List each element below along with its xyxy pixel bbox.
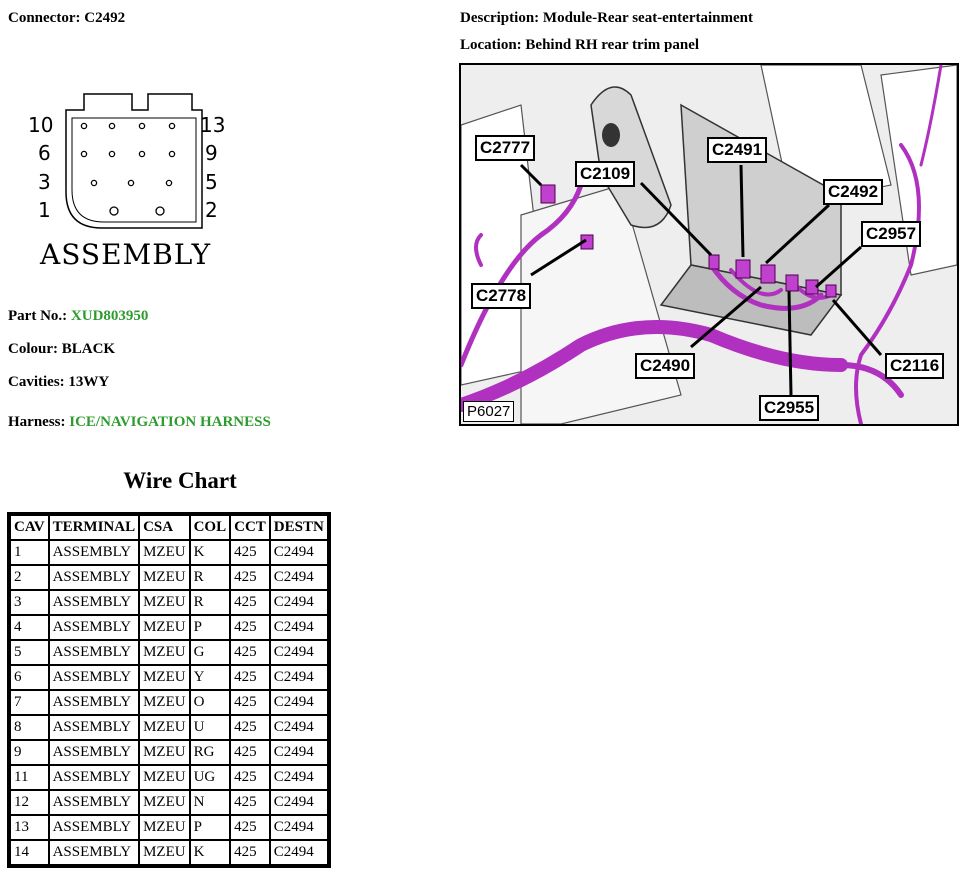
cell-terminal: ASSEMBLY (50, 841, 139, 864)
cell-col: O (191, 691, 230, 714)
cell-csa: MZEU (140, 616, 189, 639)
colour-field (8, 341, 115, 358)
location-label: Location: (460, 37, 522, 53)
column-header-destn: DESTN (271, 516, 327, 539)
cell-col: K (191, 541, 230, 564)
cell-destn: C2494 (271, 741, 327, 764)
cell-terminal: ASSEMBLY (50, 766, 139, 789)
cell-destn: C2494 (271, 566, 327, 589)
cell-csa: MZEU (140, 816, 189, 839)
pin-number-right: 9 (205, 141, 218, 165)
cell-cav: 5 (11, 641, 48, 664)
table-row (11, 791, 327, 814)
cell-cav: 13 (11, 816, 48, 839)
cell-csa: MZEU (140, 741, 189, 764)
callout-label: C2492 (823, 179, 883, 205)
cell-cct: 425 (231, 741, 269, 764)
cell-terminal: ASSEMBLY (50, 716, 139, 739)
harness-field (8, 414, 271, 431)
table-row (11, 641, 327, 664)
table-row (11, 741, 327, 764)
cell-csa: MZEU (140, 591, 189, 614)
cavities-label: Cavities: (8, 374, 65, 390)
location-field (460, 37, 699, 54)
cell-col: N (191, 791, 230, 814)
cell-cct: 425 (231, 591, 269, 614)
callout-label: C2490 (635, 353, 695, 379)
cell-cav: 14 (11, 841, 48, 864)
cell-col: U (191, 716, 230, 739)
cell-col: K (191, 841, 230, 864)
pin-number-right: 2 (205, 198, 218, 222)
connector-pinout-diagram (26, 84, 236, 274)
callout-label: C2955 (759, 395, 819, 421)
cell-destn: C2494 (271, 766, 327, 789)
cell-terminal: ASSEMBLY (50, 641, 139, 664)
cell-cav: 9 (11, 741, 48, 764)
cell-destn: C2494 (271, 641, 327, 664)
cell-cct: 425 (231, 616, 269, 639)
table-row (11, 766, 327, 789)
table-row (11, 616, 327, 639)
cell-col: P (191, 816, 230, 839)
cell-cav: 3 (11, 591, 48, 614)
location-value: Behind RH rear trim panel (525, 37, 700, 53)
cell-cav: 11 (11, 766, 48, 789)
cavities-field (8, 374, 109, 391)
cell-terminal: ASSEMBLY (50, 616, 139, 639)
callout-label: C2778 (471, 283, 531, 309)
cell-destn: C2494 (271, 841, 327, 864)
cell-terminal: ASSEMBLY (50, 816, 139, 839)
pin-holes (81, 123, 174, 215)
table-row (11, 816, 327, 839)
cell-destn: C2494 (271, 716, 327, 739)
pin-number-left: 1 (38, 198, 51, 222)
table-row (11, 841, 327, 864)
table-body (11, 541, 327, 864)
cell-col: G (191, 641, 230, 664)
cell-destn: C2494 (271, 816, 327, 839)
cell-cav: 1 (11, 541, 48, 564)
cell-col: P (191, 616, 230, 639)
cell-csa: MZEU (140, 566, 189, 589)
column-header-col: COL (191, 516, 230, 539)
cell-terminal: ASSEMBLY (50, 741, 139, 764)
callout-label: C2777 (475, 135, 535, 161)
column-header-cav: CAV (11, 516, 48, 539)
description-value: Module-Rear seat-entertainment (542, 10, 753, 26)
part-no-value: XUD803950 (70, 308, 149, 324)
cell-cct: 425 (231, 641, 269, 664)
callout-label: C2109 (575, 161, 635, 187)
description-field (460, 10, 753, 27)
cell-cct: 425 (231, 691, 269, 714)
cell-cav: 7 (11, 691, 48, 714)
cell-csa: MZEU (140, 541, 189, 564)
cell-destn: C2494 (271, 791, 327, 814)
cell-cav: 4 (11, 616, 48, 639)
callout-label: C2491 (707, 137, 767, 163)
cell-csa: MZEU (140, 791, 189, 814)
table-row (11, 541, 327, 564)
callout-label: C2957 (861, 221, 921, 247)
pin-number-left: 6 (38, 141, 51, 165)
table-row (11, 691, 327, 714)
table-row (11, 591, 327, 614)
part-no-label: Part No.: (8, 308, 68, 324)
cell-cct: 425 (231, 766, 269, 789)
description-label: Description: (460, 10, 540, 26)
cell-terminal: ASSEMBLY (50, 541, 139, 564)
cell-cav: 6 (11, 666, 48, 689)
harness-value: ICE/NAVIGATION HARNESS (69, 414, 271, 430)
callout-label: C2116 (885, 353, 944, 379)
cell-col: UG (191, 766, 230, 789)
table-row (11, 566, 327, 589)
cavities-value: 13WY (68, 374, 110, 390)
cell-destn: C2494 (271, 691, 327, 714)
pin-number-left: 3 (38, 170, 51, 194)
cell-cct: 425 (231, 841, 269, 864)
part-no-field (8, 308, 148, 325)
column-header-terminal: TERMINAL (50, 516, 139, 539)
cell-terminal: ASSEMBLY (50, 566, 139, 589)
table-row (11, 716, 327, 739)
cell-col: R (191, 566, 230, 589)
pin-number-left: 10 (28, 113, 54, 137)
column-header-cct: CCT (231, 516, 269, 539)
cell-cct: 425 (231, 716, 269, 739)
cell-cav: 12 (11, 791, 48, 814)
figure-id: P6027 (463, 401, 514, 422)
colour-value: BLACK (61, 341, 116, 357)
table-header-row (11, 516, 327, 539)
cell-col: RG (191, 741, 230, 764)
harness-label: Harness: (8, 414, 66, 430)
cell-destn: C2494 (271, 591, 327, 614)
connector-value: C2492 (84, 10, 126, 26)
cell-csa: MZEU (140, 641, 189, 664)
cell-col: R (191, 591, 230, 614)
pinout-caption: ASSEMBLY (40, 238, 212, 271)
cell-csa: MZEU (140, 666, 189, 689)
cell-cct: 425 (231, 666, 269, 689)
location-illustration (459, 63, 959, 426)
cell-csa: MZEU (140, 691, 189, 714)
wire-chart-title: Wire Chart (123, 468, 237, 493)
cell-cav: 8 (11, 716, 48, 739)
cell-terminal: ASSEMBLY (50, 791, 139, 814)
cell-csa: MZEU (140, 841, 189, 864)
table-row (11, 666, 327, 689)
cell-terminal: ASSEMBLY (50, 691, 139, 714)
cell-cct: 425 (231, 541, 269, 564)
colour-label: Colour: (8, 341, 58, 357)
connector-label: Connector: (8, 10, 81, 26)
cell-col: Y (191, 666, 230, 689)
cell-cct: 425 (231, 816, 269, 839)
cell-cav: 2 (11, 566, 48, 589)
cell-destn: C2494 (271, 541, 327, 564)
cell-cct: 425 (231, 791, 269, 814)
cell-terminal: ASSEMBLY (50, 666, 139, 689)
cell-destn: C2494 (271, 666, 327, 689)
pin-number-right: 13 (200, 113, 226, 137)
connector-field (8, 10, 125, 27)
cell-csa: MZEU (140, 766, 189, 789)
cell-terminal: ASSEMBLY (50, 591, 139, 614)
pin-number-right: 5 (205, 170, 218, 194)
wire-chart-table (7, 512, 331, 868)
cell-cct: 425 (231, 566, 269, 589)
cell-csa: MZEU (140, 716, 189, 739)
cell-destn: C2494 (271, 616, 327, 639)
column-header-csa: CSA (140, 516, 189, 539)
